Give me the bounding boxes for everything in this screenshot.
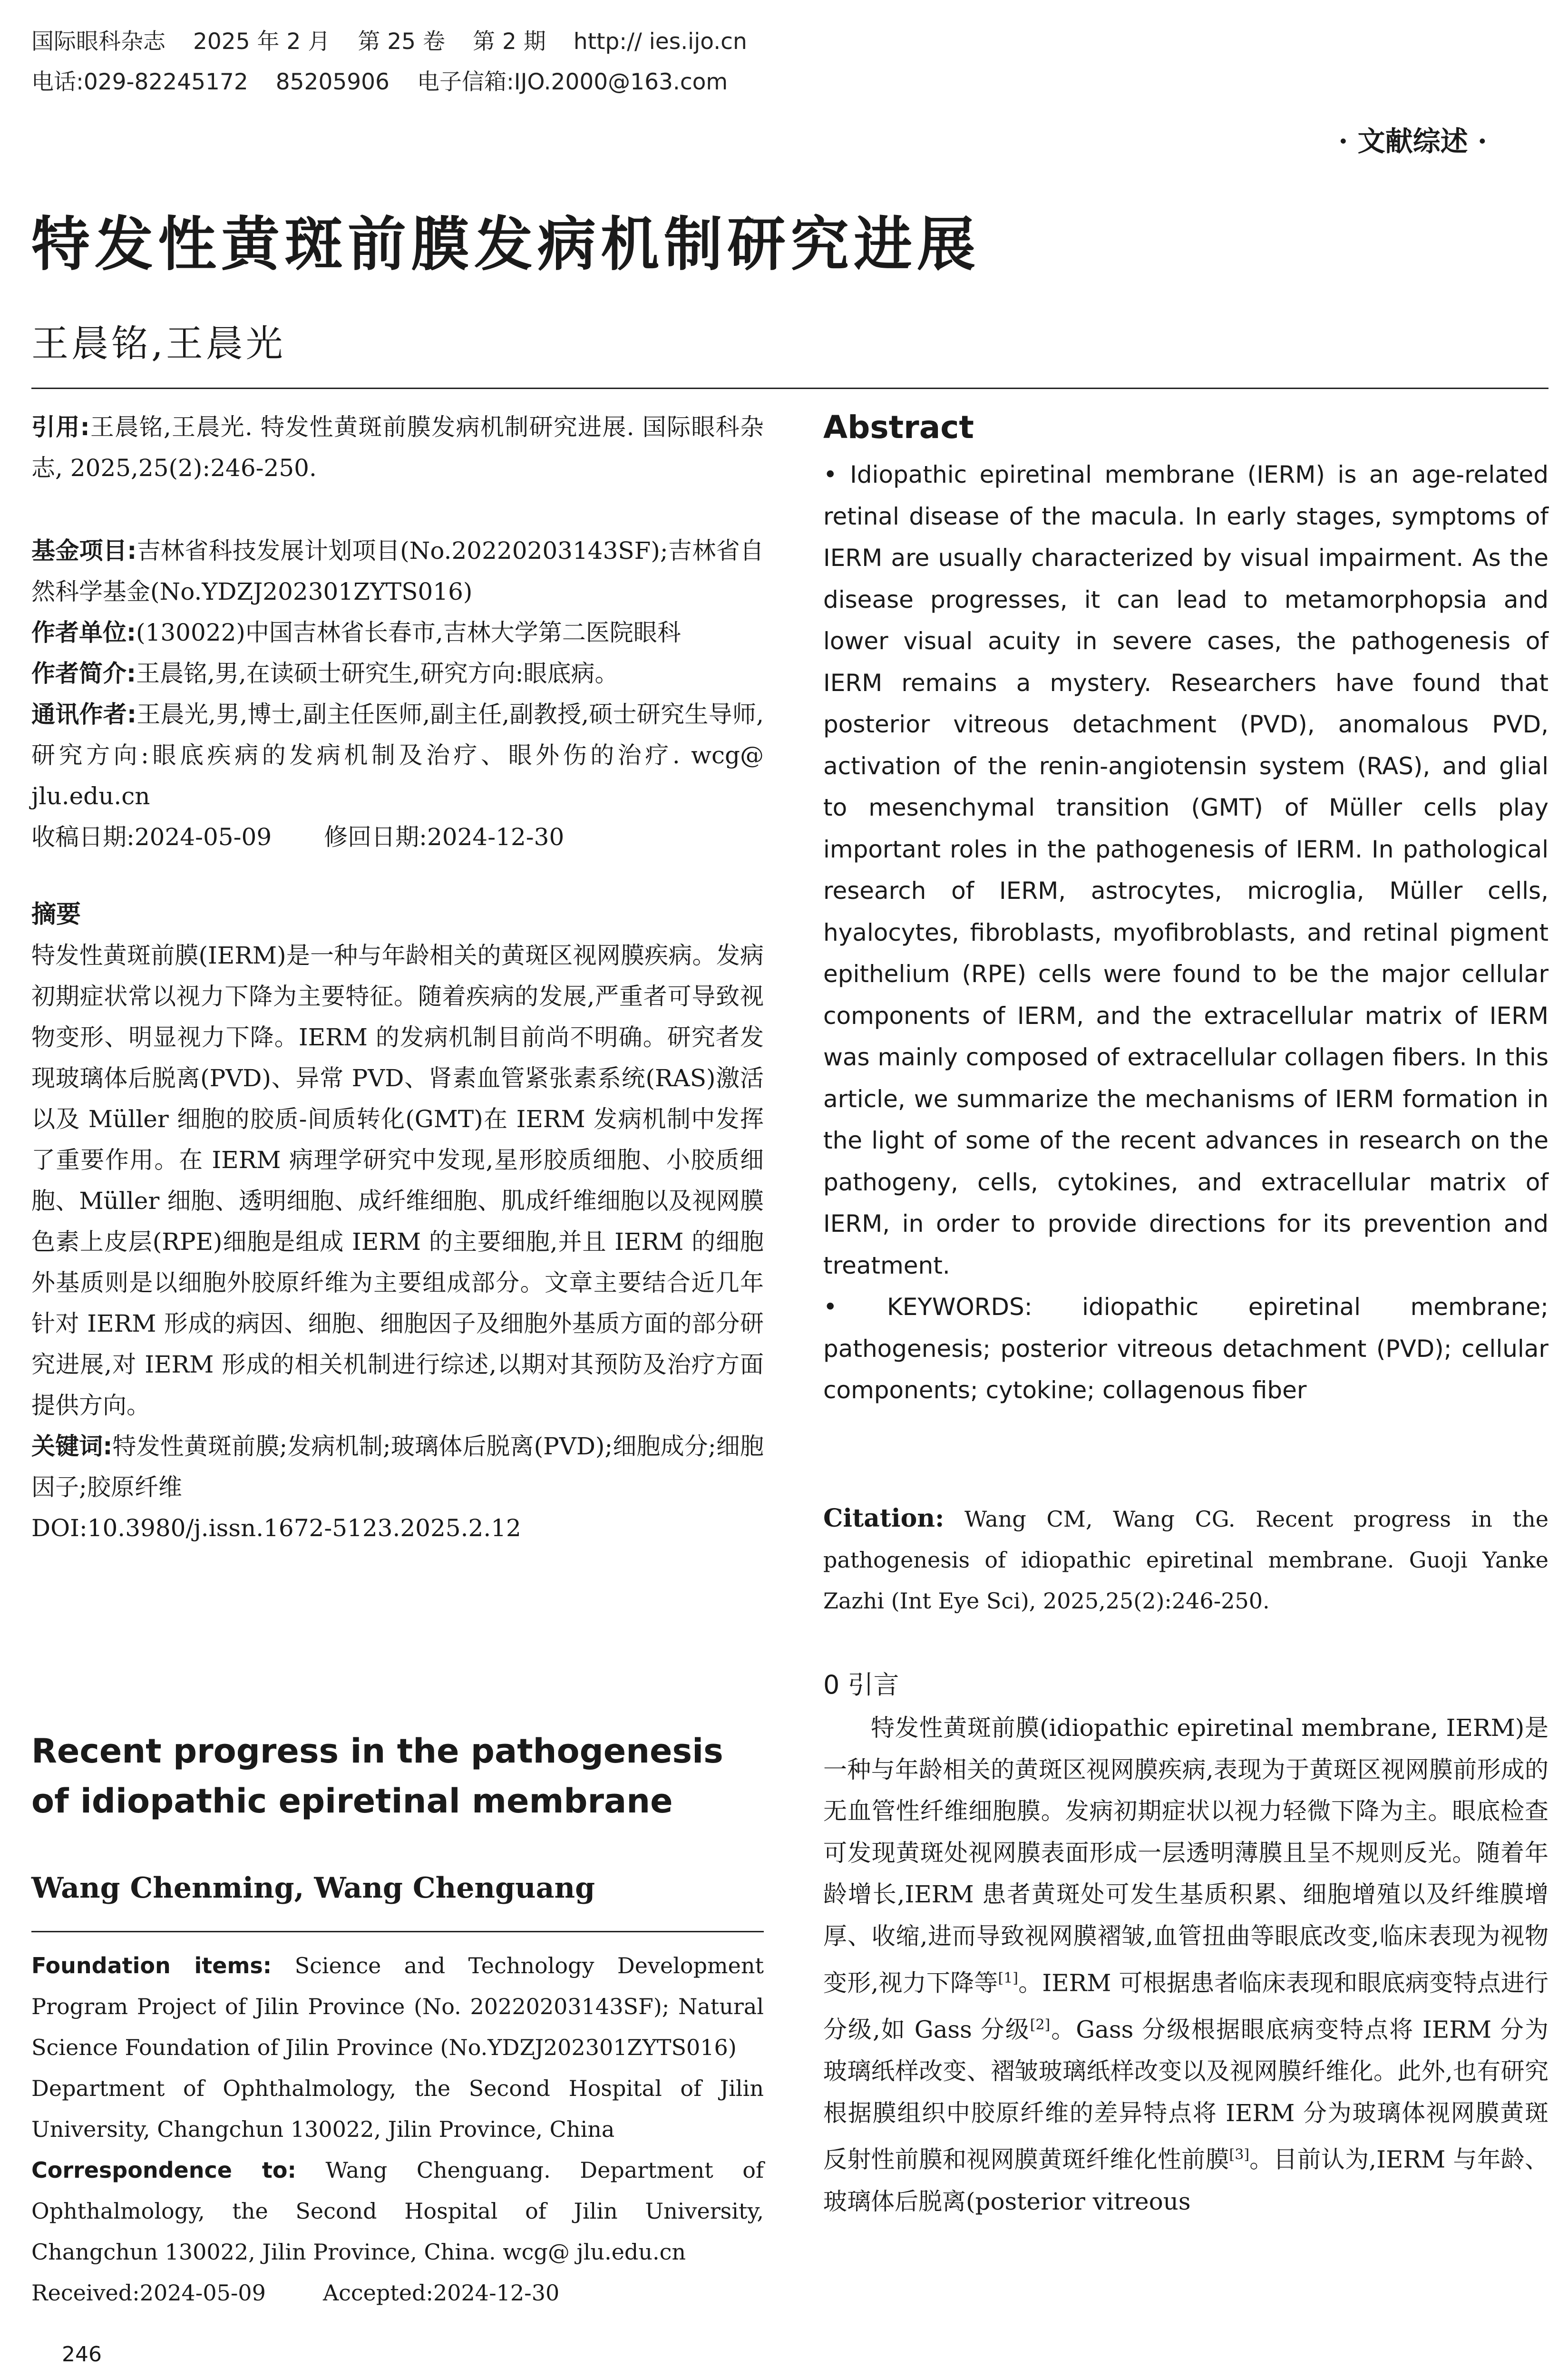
issue: 第 2 期 [473,29,546,55]
journal-name: 国际眼科杂志 [31,29,166,55]
revised-date: 修回日期:2024-12-30 [324,823,565,851]
intro-heading: 0 引言 [823,1670,899,1700]
abstract-en-heading: Abstract [823,409,974,446]
journal-header-line2 [31,64,755,96]
volume: 第 25 卷 [358,29,446,55]
abstract-en-text: • Idiopathic epiretinal membrane (IERM) is an age-related retinal disease of the macula. In early stages, symptoms of IERM are usually characterized by visual impairment. As the disease progresses, it can lead to metamorphopsia and lower visual acuity in severe cases, the pathogenesis of IERM remains a mystery. Researchers have found that posterior vitreous detachment (PVD), anomalous PVD, activation of the renin-angiotensin system (RAS), and glial to mesenchymal transition (GMT) of Müller cells play important roles in the pathogenesis of IERM. In pathological research of IERM, astrocytes, microglia, Müller cells, hyalocytes, fibroblasts, myofibroblasts, and retinal pigment epithelium (RPE) cells were found to be the major cellular components of IERM, and the extracellular matrix of IERM was mainly composed of extracellular collagen fibers. In this article, we summarize the mechanisms of IERM formation in the light of some of the recent advances in research on the pathogeny, cells, cytokines, and extracellular matrix of IERM, in order to provide directions for its prevention and treatment. [823,461,1549,1279]
department-en: Department of Ophthalmology, the Second Hospital of Jilin University, Changchun 130022, Jilin Province, China [31,2075,764,2142]
phone: 电话:029-82245172 [31,69,248,95]
abstract-cn-label: 摘要 [31,900,81,929]
journal-header-line1 [31,24,775,56]
accepted-en: Accepted:2024-12-30 [322,2280,560,2306]
citation-cn-text: 王晨铭,王晨光. 特发性黄斑前膜发病机制研究进展. 国际眼科杂志, 2025,25(2):246-250. [31,413,764,482]
journal-email: 电子信箱:IJO.2000@163.com [417,69,728,95]
citation-cn [31,407,764,488]
authors-cn: 王晨铭,王晨光 [31,322,286,365]
intro-text-1: 特发性黄斑前膜(idiopathic epiretinal membrane, IERM)是一种与年龄相关的黄斑区视网膜疾病,表现为于黄斑区视网膜前形成的无血管性纤维细胞膜。发病初期症状以视力轻微下降为主。眼底检查可发现黄斑处视网膜表面形成一层透明薄膜且呈不规则反光。随着年龄增长,IERM 患者黄斑处可发生基质积累、细胞增殖以及纤维膜增厚、收缩,进而导致视网膜褶皱,血管扭曲等眼底改变,临床表现为视物变形,视力下降等 [823,1714,1549,1997]
section-tag: · 文献综述 · [1338,125,1487,157]
authors-en: Wang Chenming, Wang Chenguang [31,1871,595,1905]
foundation-label: Foundation items: [31,1953,272,1978]
funding-label: 基金项目: [31,537,137,565]
citation-cn-label: 引用: [31,413,90,441]
affiliation-label: 作者单位: [31,619,136,646]
received-date: 收稿日期:2024-05-09 [31,823,272,851]
ref-1-link[interactable]: [1] [998,1969,1018,1987]
phone-2: 85205906 [275,69,390,95]
ref-2-link[interactable]: [2] [1030,2016,1051,2033]
intro-section [823,1707,1549,2222]
abstract-en [823,454,1549,1412]
abstract-cn-text: 特发性黄斑前膜(IERM)是一种与年龄相关的黄斑区视网膜疾病。发病初期症状常以视力下降为主要特征。随着疾病的发展,严重者可导致视物变形、明显视力下降。IERM 的发病机制目前尚不明确。研究者发现玻璃体后脱离(PVD)、异常 PVD、肾素血管紧张素系统(RAS)激活以及 Müller 细胞的胶质-间质转化(GMT)在 IERM 发病机制中发挥了重要作用。在 IERM 病理学研究中发现,星形胶质细胞、小胶质细胞、Müller 细胞、透明细胞、成纤维细胞、肌成纤维细胞以及视网膜色素上皮层(RPE)细胞是组成 IERM 的主要细胞,并且 IERM 的细胞外基质则是以细胞外胶原纤维为主要组成部分。文章主要结合近几年针对 IERM 形成的病因、细胞、细胞因子及细胞外基质方面的部分研究进展,对 IERM 形成的相关机制进行综述,以期对其预防及治疗方面提供方向。 [31,942,764,1419]
bio-text: 王晨铭,男,在读硕士研究生,研究方向:眼底病。 [136,660,619,687]
affiliation-text: (130022)中国吉林省长春市,吉林大学第二医院眼科 [136,619,681,646]
citation-en-label: Citation: [823,1504,945,1533]
ref-3-link[interactable]: [3] [1229,2146,1250,2163]
article-info-cn [31,530,764,857]
citation-en [823,1498,1549,1621]
keywords-cn-label: 关键词: [31,1432,113,1460]
funding-text: 吉林省科技发展计划项目(No.20220203143SF);吉林省自然科学基金(No.YDZJ202301ZYTS016) [31,537,764,605]
journal-url[interactable]: http:// ies.ijo.cn [573,29,747,55]
foundation-text: Science and Technology Development Program Project of Jilin Province (No. 20220203143SF); Natural Science Foundation of Jilin Province (No.YDZJ202301ZYTS016) [31,1953,764,2060]
page-number: 246 [62,2342,102,2367]
issue-date: 2025 年 2 月 [193,29,331,55]
intro-text-4: 。目前认为,IERM 与年龄、玻璃体后脱离(posterior vitreous [823,2145,1549,2215]
article-title-en: Recent progress in the pathogenesis of idiopathic epiretinal membrane [31,1732,723,1821]
keywords-en: • KEYWORDS: idiopathic epiretinal membrane; pathogenesis; posterior vitreous detachment (PVD); cellular components; cytokine; collagenous fiber [823,1293,1549,1404]
keywords-cn-text: 特发性黄斑前膜;发病机制;玻璃体后脱离(PVD);细胞成分;细胞因子;胶原纤维 [31,1432,764,1501]
article-title-cn: 特发性黄斑前膜发病机制研究进展 [31,210,980,279]
correspondence-text: 王晨光,男,博士,副主任医师,副主任,副教授,硕士研究生导师,研究方向:眼底疾病的发病机制及治疗、眼外伤的治疗. wcg@ jlu.edu.cn [31,701,764,810]
citation-en-text: Wang CM, Wang CG. Recent progress in the pathogenesis of idiopathic epiretinal membrane. Guoji Yanke Zazhi (Int Eye Sci), 2025,25(2):246-250. [823,1506,1549,1614]
abstract-cn [31,894,764,1549]
correspondence-en-text: Wang Chenguang. Department of Ophthalmology, the Second Hospital of Jilin University, Changchun 130022, Jilin Province, China. wcg@ jlu.edu.cn [31,2157,764,2265]
doi[interactable]: DOI:10.3980/j.issn.1672-5123.2025.2.12 [31,1514,521,1542]
title-divider [31,388,1549,389]
intro-text-2: 。IERM 可根据患者临床表现和眼底病变特点进行分级,如 Gass 分级 [823,1969,1549,2044]
received-en: Received:2024-05-09 [31,2280,266,2306]
correspondence-en-label: Correspondence to: [31,2157,296,2183]
correspondence-label: 通讯作者: [31,701,136,728]
intro-text-3: 。Gass 分级根据眼底病变特点将 IERM 分为玻璃纸样改变、褶皱玻璃纸样改变以及视网膜纤维化。此外,也有研究根据膜组织中胶原纤维的差异特点将 IERM 分为玻璃体视网膜黄斑反射性前膜和视网膜黄斑纤维化性前膜 [823,2016,1549,2173]
intro-paragraph [823,1707,1549,2222]
authors-divider [31,1931,764,1932]
article-info-en [31,1945,764,2313]
bio-label: 作者简介: [31,660,136,687]
